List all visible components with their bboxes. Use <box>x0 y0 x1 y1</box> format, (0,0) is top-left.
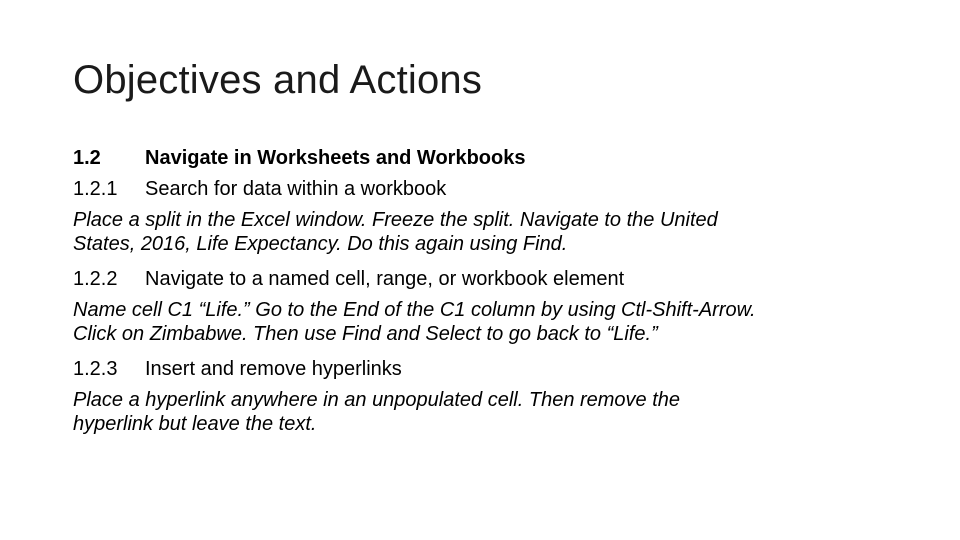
sub-objective-text: Navigate to a named cell, range, or workbook element <box>145 268 625 290</box>
sub-objective-number: 1.2.1 <box>73 178 118 200</box>
sub-objective-text: Search for data within a workbook <box>145 178 447 200</box>
action-line: States, 2016, Life Expectancy. Do this again using Find. <box>73 233 568 255</box>
slide-title: Objectives and Actions <box>73 58 483 102</box>
slide-body <box>73 146 933 436</box>
action-line: Place a hyperlink anywhere in an unpopulated cell. Then remove the <box>73 389 681 411</box>
sub-objective-number: 1.2.2 <box>73 268 118 290</box>
objective-number: 1.2 <box>73 147 101 169</box>
action-line: hyperlink but leave the text. <box>73 413 317 435</box>
objective-heading <box>73 146 933 170</box>
objective-text: Navigate in Worksheets and Workbooks <box>145 147 526 169</box>
action-line: Place a split in the Excel window. Freeze the split. Navigate to the United <box>73 209 718 231</box>
action-line: Name cell C1 “Life.” Go to the End of the C1 column by using Ctl-Shift-Arrow. <box>73 299 756 321</box>
action-line: Click on Zimbabwe. Then use Find and Select to go back to “Life.” <box>73 323 658 345</box>
sub-objective <box>73 177 933 201</box>
sub-objective-text: Insert and remove hyperlinks <box>145 358 402 380</box>
sub-objective-number: 1.2.3 <box>73 358 118 380</box>
sub-objective <box>73 267 933 291</box>
sub-objective <box>73 357 933 381</box>
